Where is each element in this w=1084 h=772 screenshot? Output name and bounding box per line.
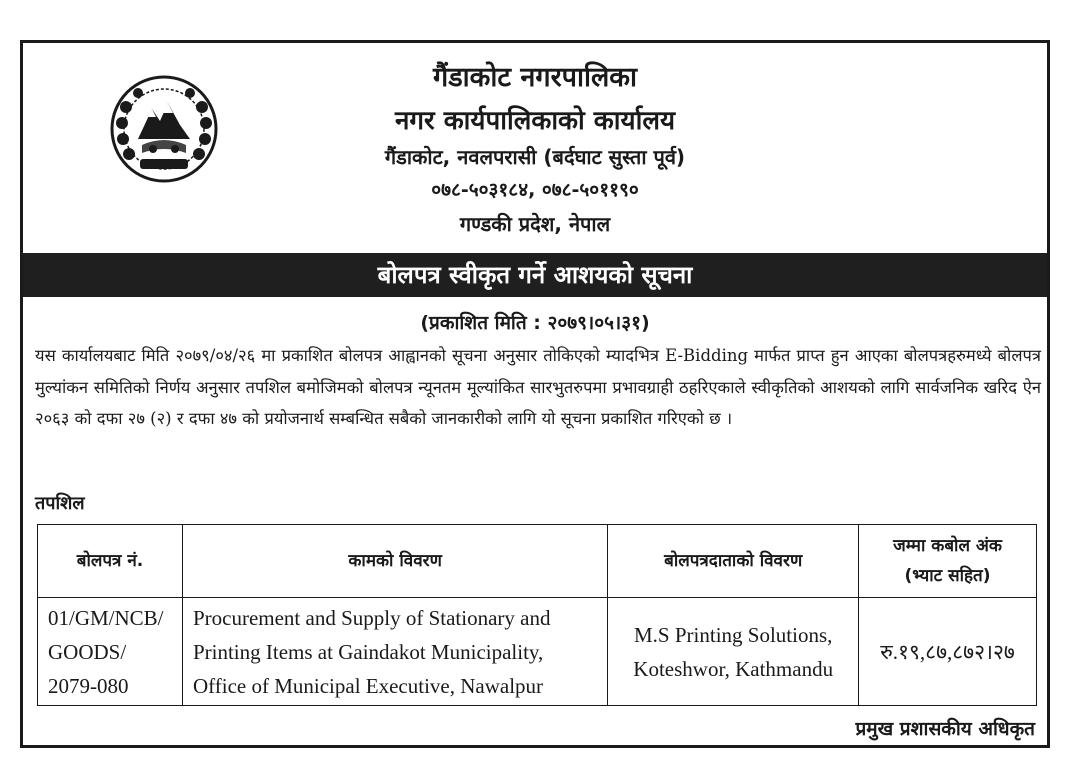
- signatory-title: प्रमुख प्रशासकीय अधिकृत: [855, 718, 1035, 740]
- bid-table: [37, 524, 1037, 706]
- notice-header: [23, 43, 1047, 253]
- bidder-line: Koteshwor, Kathmandu: [633, 656, 834, 681]
- notice-title-banner: बोलपत्र स्वीकृत गर्ने आशयको सूचना: [23, 253, 1047, 297]
- bid-no-line: 2079-080: [48, 673, 129, 698]
- office-phone: ०७८-५०३१८४, ०७८-५०११९०: [431, 179, 639, 201]
- header-bidder-details: बोलपत्रदाताको विवरण: [608, 525, 859, 598]
- header-amount-line1: जम्मा कबोल अंक: [893, 536, 1002, 556]
- work-line: Office of Municipal Executive, Nawalpur: [192, 673, 544, 698]
- table-row: [38, 598, 1037, 706]
- details-label: तपशिल: [35, 493, 85, 514]
- bidder-line: M.S Printing Solutions,: [634, 622, 833, 647]
- published-date: (प्रकाशित मिति : २०७९।०५।३१): [420, 312, 650, 334]
- cell-bid-no: [38, 598, 183, 706]
- work-line: Printing Items at Gaindakot Municipality,: [192, 639, 544, 664]
- cell-bidder-details: [608, 598, 859, 706]
- notice-body: यस कार्यालयबाट मिति २०७९/०४/२६ मा प्रकाशित बोलपत्र आह्वानको सूचना अनुसार तोकिएको म्यादभित्र E-Bidding मार्फत प्राप्त हुन आएका बोलपत्रहरुमध्ये बोलपत्र मुल्यांकन समितिको निर्णय अनुसार तपशिल बमोजिमको बोलपत्र न्यूनतम मूल्यांकित सारभुतरुपमा प्रभावग्राही ठहरिएकाले स्वीकृतिको आशयको लागि सार्वजनिक खरिद ऐन २०६३ को दफा २७ (२) र दफा ४७ को प्रयोजनार्थ सम्बन्धित सबैको जानकारीको लागि यो सूचना प्रकाशित गरिएको छ ।: [35, 346, 1041, 428]
- office-name: नगर कार्यपालिकाको कार्यालय: [394, 106, 676, 136]
- table-header-row: [38, 525, 1037, 598]
- bid-no-line: 01/GM/NCB/: [48, 605, 164, 630]
- header-bid-no: बोलपत्र नं.: [38, 525, 183, 598]
- notice-frame: [20, 40, 1050, 748]
- office-address: गैंडाकोट, नवलपरासी (बर्दघाट सुस्ता पूर्व): [384, 145, 686, 169]
- municipality-name: गैंडाकोट नगरपालिका: [433, 62, 637, 93]
- work-line: Procurement and Supply of Stationary and: [192, 605, 551, 630]
- header-total-amount: [859, 525, 1037, 598]
- cell-work-description: [182, 598, 607, 706]
- header-amount-line2: (भ्याट सहित): [904, 566, 991, 586]
- province-country: गण्डकी प्रदेश, नेपाल: [459, 212, 611, 236]
- bid-no-line: GOODS/: [48, 639, 127, 664]
- header-work-description: कामको विवरण: [182, 525, 607, 598]
- cell-total-amount: रु.१९,८७,८७२।२७: [859, 598, 1037, 706]
